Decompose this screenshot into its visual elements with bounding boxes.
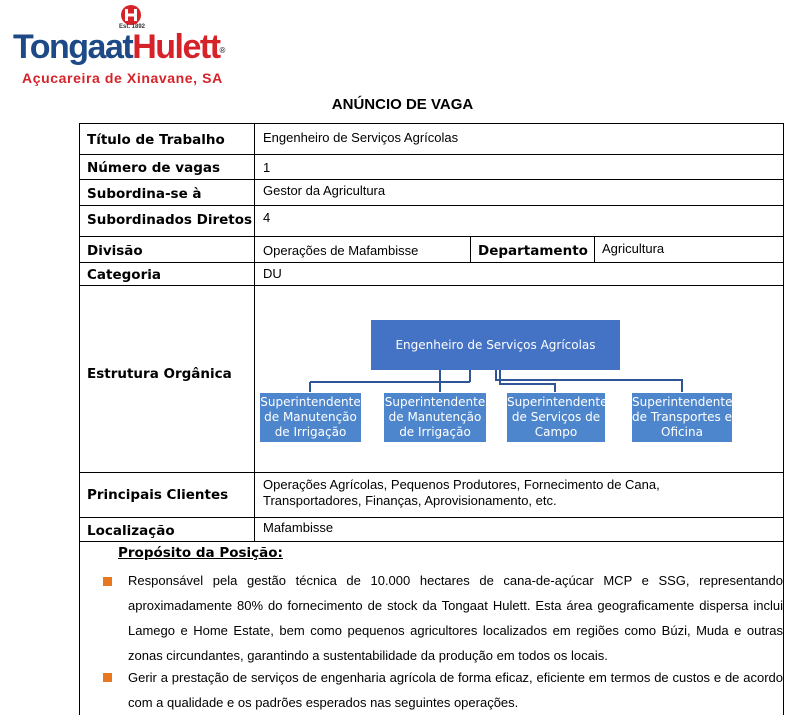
bullet-square-icon (103, 673, 112, 682)
document-title: ANÚNCIO DE VAGA (331, 96, 474, 113)
org-box-child-2-line3: de Irrigação (399, 425, 471, 439)
org-box-top: Engenheiro de Serviços Agrícolas (371, 320, 620, 370)
value-direct-reports: 4 (263, 210, 271, 225)
label-job-title: Título de Trabalho (87, 132, 225, 148)
logo-est-year: Est. 1892 (118, 24, 146, 30)
value-vacancies: 1 (263, 160, 271, 175)
purpose-heading: Propósito da Posição: (118, 545, 283, 561)
value-job-title: Engenheiro de Serviços Agrícolas (263, 130, 459, 145)
value-location: Mafambisse (263, 520, 334, 535)
label-direct-reports: Subordinados Diretos (87, 212, 253, 228)
org-box-child-3-line3: Campo (534, 425, 578, 439)
org-box-child-2-line2: de Manutenção (388, 410, 482, 424)
org-box-child-1-line3: de Irrigação (274, 425, 347, 439)
org-box-child-1-line1: Superintendente (260, 395, 361, 409)
value-main-clients-line2: Transportadores, Finanças, Aprovisionamento, etc. (263, 493, 557, 508)
label-org-structure: Estrutura Orgânica (87, 366, 232, 382)
label-main-clients: Principais Clientes (87, 487, 229, 503)
logo-word-tongaat: Tongaat (13, 28, 133, 66)
org-box-child-4 (631, 392, 733, 443)
org-box-child-4-line1: Superintendente (632, 395, 733, 409)
purpose-item-2: Gerir a prestação de serviços de engenharia agrícola de forma eficaz, eficiente em termos de custos e de acordo com a qualidade e os padrões esperados nas seguintes operações. (128, 670, 783, 710)
purpose-item-1: Responsável pela gestão técnica de 10.000 hectares de cana-de-açúcar MCP e SSG, representando aproximadamente 80% do fornecimento de stock da Tongaat Hulett. Esta área geograficamente dispersa inclui Lamego e Home Estate, bem como pequenos agricultores localizados em regiões como Búzi, Muda e outras zonas circundantes, garantindo a sustentabilidade da produção em todos os locais. (128, 573, 783, 663)
label-category: Categoria (87, 267, 161, 283)
value-department: Agricultura (602, 241, 665, 256)
org-box-child-4-line2: de Transportes e (632, 410, 732, 424)
org-box-child-3-line1: Superintendente (507, 395, 608, 409)
value-division: Operações de Mafambisse (263, 243, 419, 258)
value-category: DU (263, 266, 282, 281)
logo-word-hulett: Hulett (132, 28, 220, 66)
label-department: Departamento (478, 243, 588, 259)
org-box-child-2-line1: Superintendente (384, 395, 486, 409)
label-reports-to: Subordina-se à (87, 186, 202, 202)
bullet-square-icon (103, 577, 112, 586)
org-box-child-3-line2: de Serviços de (511, 410, 601, 424)
org-box-child-3 (506, 392, 606, 443)
value-reports-to: Gestor da Agricultura (263, 183, 386, 198)
label-location: Localização (87, 523, 175, 539)
org-box-child-1 (259, 392, 362, 443)
org-box-child-2 (383, 392, 487, 443)
org-box-child-4-line3: Oficina (661, 425, 703, 439)
logo-trademark: ® (219, 46, 226, 55)
logo-subtitle: Açucareira de Xinavane, SA (22, 70, 223, 86)
org-box-child-1-line2: de Manutenção (264, 410, 357, 424)
value-main-clients-line1: Operações Agrícolas, Pequenos Produtores, Fornecimento de Cana, (263, 477, 660, 492)
label-division: Divisão (87, 243, 143, 259)
label-vacancies: Número de vagas (87, 160, 221, 176)
